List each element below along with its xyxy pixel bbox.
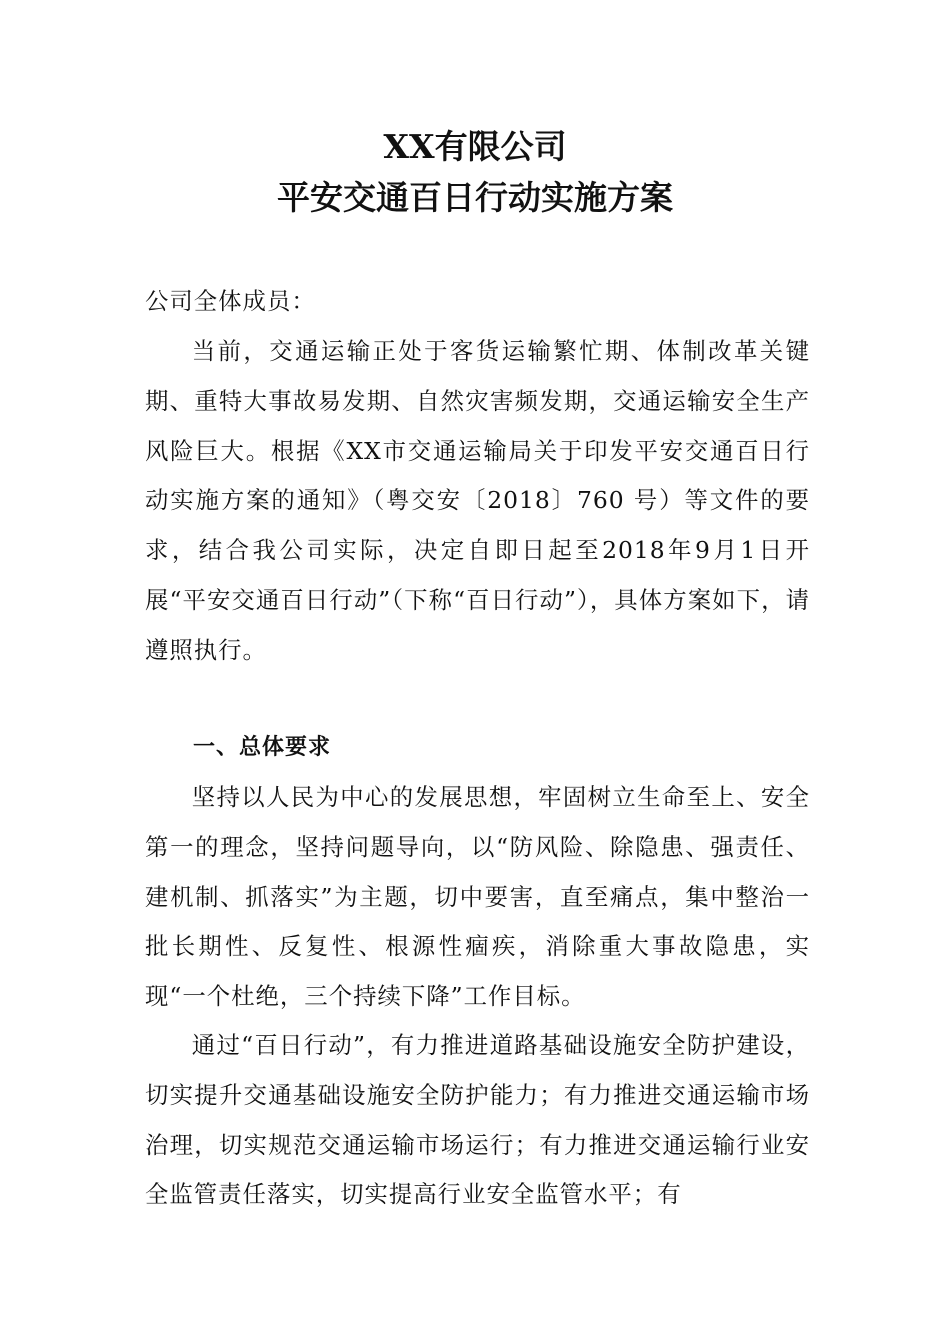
document-title-company: XX有限公司 [383,127,567,166]
section-paragraph-2: 通过“百日行动”，有力推进道路基础设施安全防护建设，切实提升交通基础设施安全防护能力；有力推进交通运输市场治理，切实规范交通运输市场运行；有力推进交通运输行业安全监管责任落实，切实提高行业安全监管水平；有 [145,1031,810,1209]
salutation: 公司全体成员： [145,287,316,315]
section-heading-general-requirements: 一、总体要求 [193,735,332,760]
intro-paragraph: 当前，交通运输正处于客货运输繁忙期、体制改革关键期、重特大事故易发期、自然灾害频发期，交通运输安全生产风险巨大。根据《XX市交通运输局关于印发平安交通百日行动实施方案的通知》（粤交安〔2018〕760 号）等文件的要求，结合我公司实际，决定自即日起至2018年9月1日开展“平安交通百日行动”（下称“百日行动”），具体方案如下，请遵照执行。 [145,337,810,664]
section-paragraph-1: 坚持以人民为中心的发展思想，牢固树立生命至上、安全第一的理念，坚持问题导向，以“防风险、除隐患、强责任、建机制、抓落实”为主题，切中要害，直至痛点，集中整治一批长期性、反复性、根源性痼疾，消除重大事故隐患，实现“一个杜绝，三个持续下降”工作目标。 [145,783,810,1011]
document-title-plan: 平安交通百日行动实施方案 [277,178,673,217]
